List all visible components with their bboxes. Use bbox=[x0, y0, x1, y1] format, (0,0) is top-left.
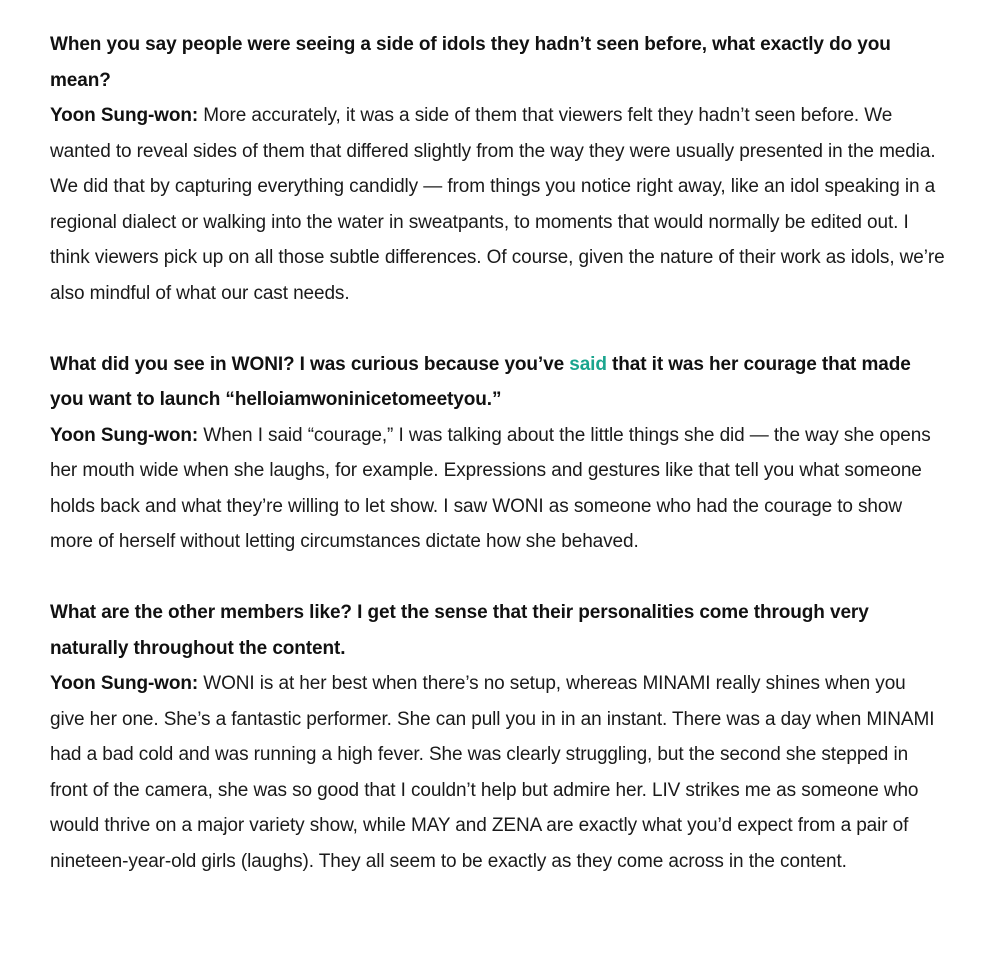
speaker-name: Yoon Sung-won: bbox=[50, 673, 199, 694]
interview-answer bbox=[50, 418, 945, 560]
qa-block-3 bbox=[50, 595, 945, 879]
qa-block-1 bbox=[50, 27, 945, 311]
question-text: that it was her courage that made you want to launch “helloiamwoninicetomeetyou.” bbox=[50, 353, 911, 410]
interview-question bbox=[50, 347, 945, 418]
answer-text: When I said “courage,” I was talking about the little things she did — the way she opens her mouth wide when she laughs, for example. Expressions and gestures like that tell you what someone holds back and what they’re willing to let show. I saw WONI as someone who had the courage to show more of herself without letting circumstances dictate how she behaved. bbox=[50, 424, 931, 552]
qa-block-2 bbox=[50, 347, 945, 560]
interview-question: What are the other members like? I get the sense that their personalities come through very naturally throughout the content. bbox=[50, 602, 869, 659]
speaker-name: Yoon Sung-won: bbox=[50, 424, 199, 446]
speaker-name: Yoon Sung-won: bbox=[50, 105, 199, 126]
interview-question: When you say people were seeing a side of idols they hadn’t seen before, what exactly do you mean? bbox=[50, 34, 891, 91]
question-text: What did you see in WONI? I was curious because you’ve bbox=[50, 353, 570, 375]
interview-article bbox=[50, 27, 945, 915]
answer-text: WONI is at her best when there’s no setup, whereas MINAMI really shines when you give her one. She’s a fantastic performer. She can pull you in in an instant. There was a day when MINAMI had a bad cold and was running a high fever. She was clearly struggling, but the second she stepped in front of the camera, she was so good that I couldn’t help but admire her. LIV strikes me as someone who would thrive on a major variety show, while MAY and ZENA are exactly what you’d expect from a pair of nineteen-year-old girls (laughs). They all seem to be exactly as they come across in the content. bbox=[50, 673, 935, 872]
interview-answer bbox=[50, 666, 945, 879]
interview-answer bbox=[50, 98, 945, 311]
said-link[interactable]: said bbox=[569, 353, 607, 375]
answer-text: More accurately, it was a side of them that viewers felt they hadn’t seen before. We wanted to reveal sides of them that differed slightly from the way they were usually presented in the media. We did that by capturing everything candidly — from things you notice right away, like an idol speaking in a regional dialect or walking into the water in sweatpants, to moments that would normally be edited out. I think viewers pick up on all those subtle differences. Of course, given the nature of their work as idols, we’re also mindful of what our cast needs. bbox=[50, 105, 945, 304]
